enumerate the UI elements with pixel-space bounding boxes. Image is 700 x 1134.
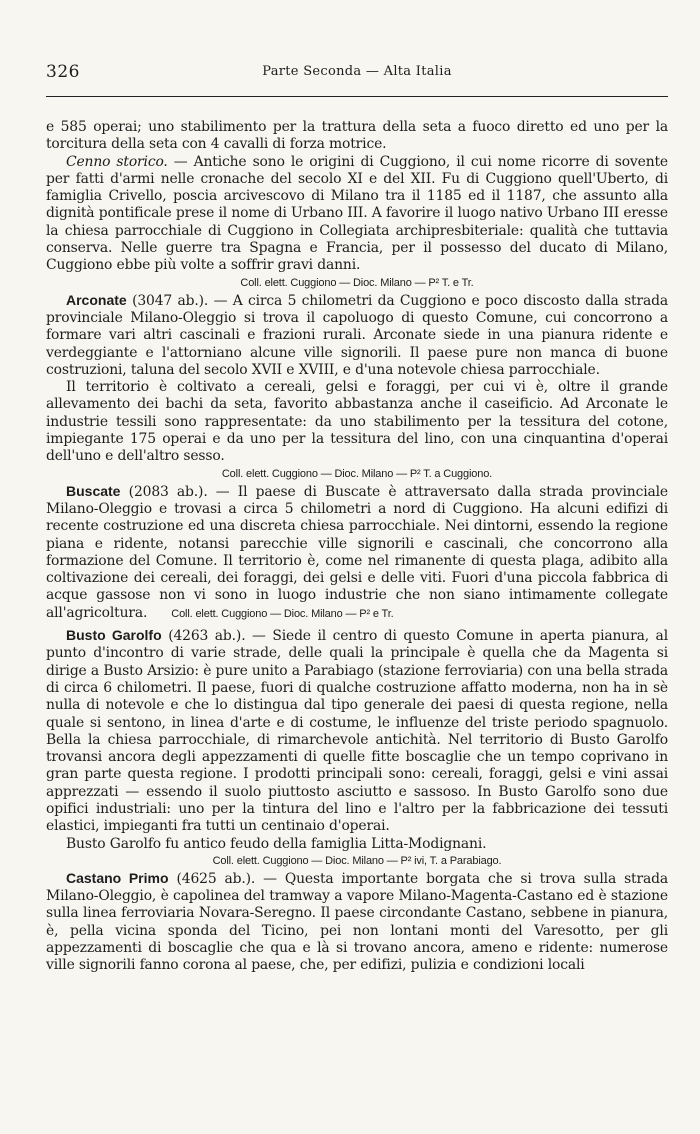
- page-body: [46, 119, 668, 975]
- arconate-collegio-line: Coll. elett. Cuggiono — Dioc. Milano — P² T. a Cuggiono.: [221, 467, 493, 480]
- intro-paragraph: e 585 operai; uno stabilimento per la trattura della seta a fuoco diretto ed uno per la torcitura della seta con 4 cavalli di forza motrice.: [46, 119, 668, 153]
- arconate-text: (3047 ab.). — A circa 5 chilometri da Cuggiono e poco discosto dalla strada provinciale Milano-Oleggio si trova il capoluogo di questo Comune, cui concorrono a formare vari altri cascinali e frazioni rurali. Arconate siede in una pianura ridente e verdeggiante e l'attorniano alcune ville signorili. Il paese pure non manca di buone costruzioni, taluna del secolo XVII e XVIII, e d'una notevole chiesa parrocchiale.: [46, 292, 668, 378]
- running-title: Parte Seconda — Alta Italia: [262, 64, 452, 79]
- page-number: 326: [46, 62, 80, 82]
- busto-garolfo-paragraph-2: Busto Garolfo fu antico feudo della famiglia Litta-Modignani.: [66, 835, 487, 852]
- arconate-paragraph-2: Il territorio è coltivato a cereali, gelsi e foraggi, per cui vi è, oltre il grande allevamento dei bachi da seta, favorito abbastanza anche il caseificio. Ad Arconate le industrie tessili sono rappresentate: da uno stabilimento per la tessitura del cotone, impiegante 175 operai e da uno per la tessitura del lino, con una cinquantina d'operai dell'uno e dell'altro sesso.: [46, 379, 668, 465]
- busto-garolfo-paragraph: [46, 627, 668, 836]
- busto-garolfo-collegio-line: Coll. elett. Cuggiono — Dioc. Milano — P² ivi, T. a Parabiago.: [212, 854, 502, 867]
- cenno-storico-paragraph: [46, 154, 668, 275]
- castano-primo-text: (4625 ab.). — Questa importante borgata che si trova sulla strada Milano-Oleggio, è capolinea del tramway a vapore Milano-Magenta-Castano ed è stazione sulla linea ferroviaria Novara-Seregno. Il paese circondante Castano, sebbene in pianura, è, pella vicina sponda del Ticino, pei non lontani monti del Varesotto, per gli appezzamenti di boscaglie che qua e là si trovano ancora, ameno e ridente: numerose ville signorili fanno corona al paese, che, per edifizi, pulizia e condizioni locali: [46, 870, 668, 974]
- buscate-text: (2083 ab.). — Il paese di Buscate è attraversato dalla strada provinciale Milano-Oleggio e trovasi a circa 5 chilometri a nord di Cuggiono. Ha alcuni edifizi di recente costruzione ed una discreta chiesa parrocchiale. Nei dintorni, essendo la regione piana e ridente, notansi parecchie ville signorili e cascinali, che concorrono alla formazione del Comune. Il territorio è, come nel rimanente di questa plaga, adibito alla coltivazione dei cereali, dei foraggi, dei gelsi e delle viti. Fuori d'una piccola fabbrica di acque gassose non vi sono in luogo industrie che non siano intimamente collegate all'agricoltura.: [46, 483, 668, 621]
- busto-garolfo-heading: Busto Garolfo: [66, 627, 162, 644]
- busto-garolfo-text: (4263 ab.). — Siede il centro di questo Comune in aperta pianura, al punto d'incontro di varie strade, delle quali la principale è quella che da Magenta si dirige a Busto Arsizio: è pure unito a Parabiago (stazione ferroviaria) con una bella strada di circa 6 chilometri. Il paese, fuori di qualche costruzione affatto moderna, non ha in sè nulla di notevole e che lo distingua dal tipo generale dei paesi di questa regione, nella quale si sentono, in linea d'arte e di costume, le influenze del triste periodo spagnuolo. Bella la chiesa parrocchiale, di rimarchevole antichità. Nel territorio di Busto Garolfo trovansi ancora degli appezzamenti di quelle fitte boscaglie che un tempo coprivano in gran parte questa regione. I prodotti principali sono: cereali, foraggi, gelsi e vini assai apprezzati — essendo il suolo piuttosto asciutto e sassoso. In Busto Garolfo sono due opifici industriali: uno per la tintura del lino e l'altro per la fabbricazione dei tessuti elastici, impieganti fra tutti un centinaio d'operai.: [46, 628, 668, 835]
- arconate-heading: Arconate: [66, 291, 127, 308]
- cenno-storico-text: — Antiche sono le origini di Cuggiono, il cui nome ricorre di sovente per fatti d'armi nelle cronache del secolo XI e del XII. Fu di Cuggiono quell'Uberto, di famiglia Crivello, poscia arcivescovo di Milano tra il 1185 ed il 1187, che assunto alla dignità pontificale prese il nome di Urbano III. A favorire il luogo nativo Urbano III eresse la chiesa parrocchiale di Cuggiono in Collegiata archipresbiteriale: qualità che tuttavia conserva. Nelle guerre tra Spagna e Francia, per il possesso del ducato di Milano, Cuggiono ebbe più volte a soffrir gravi danni.: [46, 153, 668, 274]
- header-rule: [46, 96, 668, 97]
- castano-primo-heading: Castano Primo: [66, 869, 169, 886]
- buscate-collegio-line: Coll. elett. Cuggiono — Dioc. Milano — P² e Tr.: [171, 607, 394, 620]
- cenno-storico-label: Cenno storico.: [66, 153, 168, 170]
- buscate-paragraph: [46, 483, 668, 623]
- page-header: [46, 62, 668, 84]
- arconate-paragraph: [46, 292, 668, 379]
- castano-primo-paragraph: [46, 870, 668, 975]
- cenno-collegio-line: Coll. elett. Cuggiono — Dioc. Milano — P² T. e Tr.: [240, 276, 474, 289]
- buscate-heading: Buscate: [66, 482, 121, 499]
